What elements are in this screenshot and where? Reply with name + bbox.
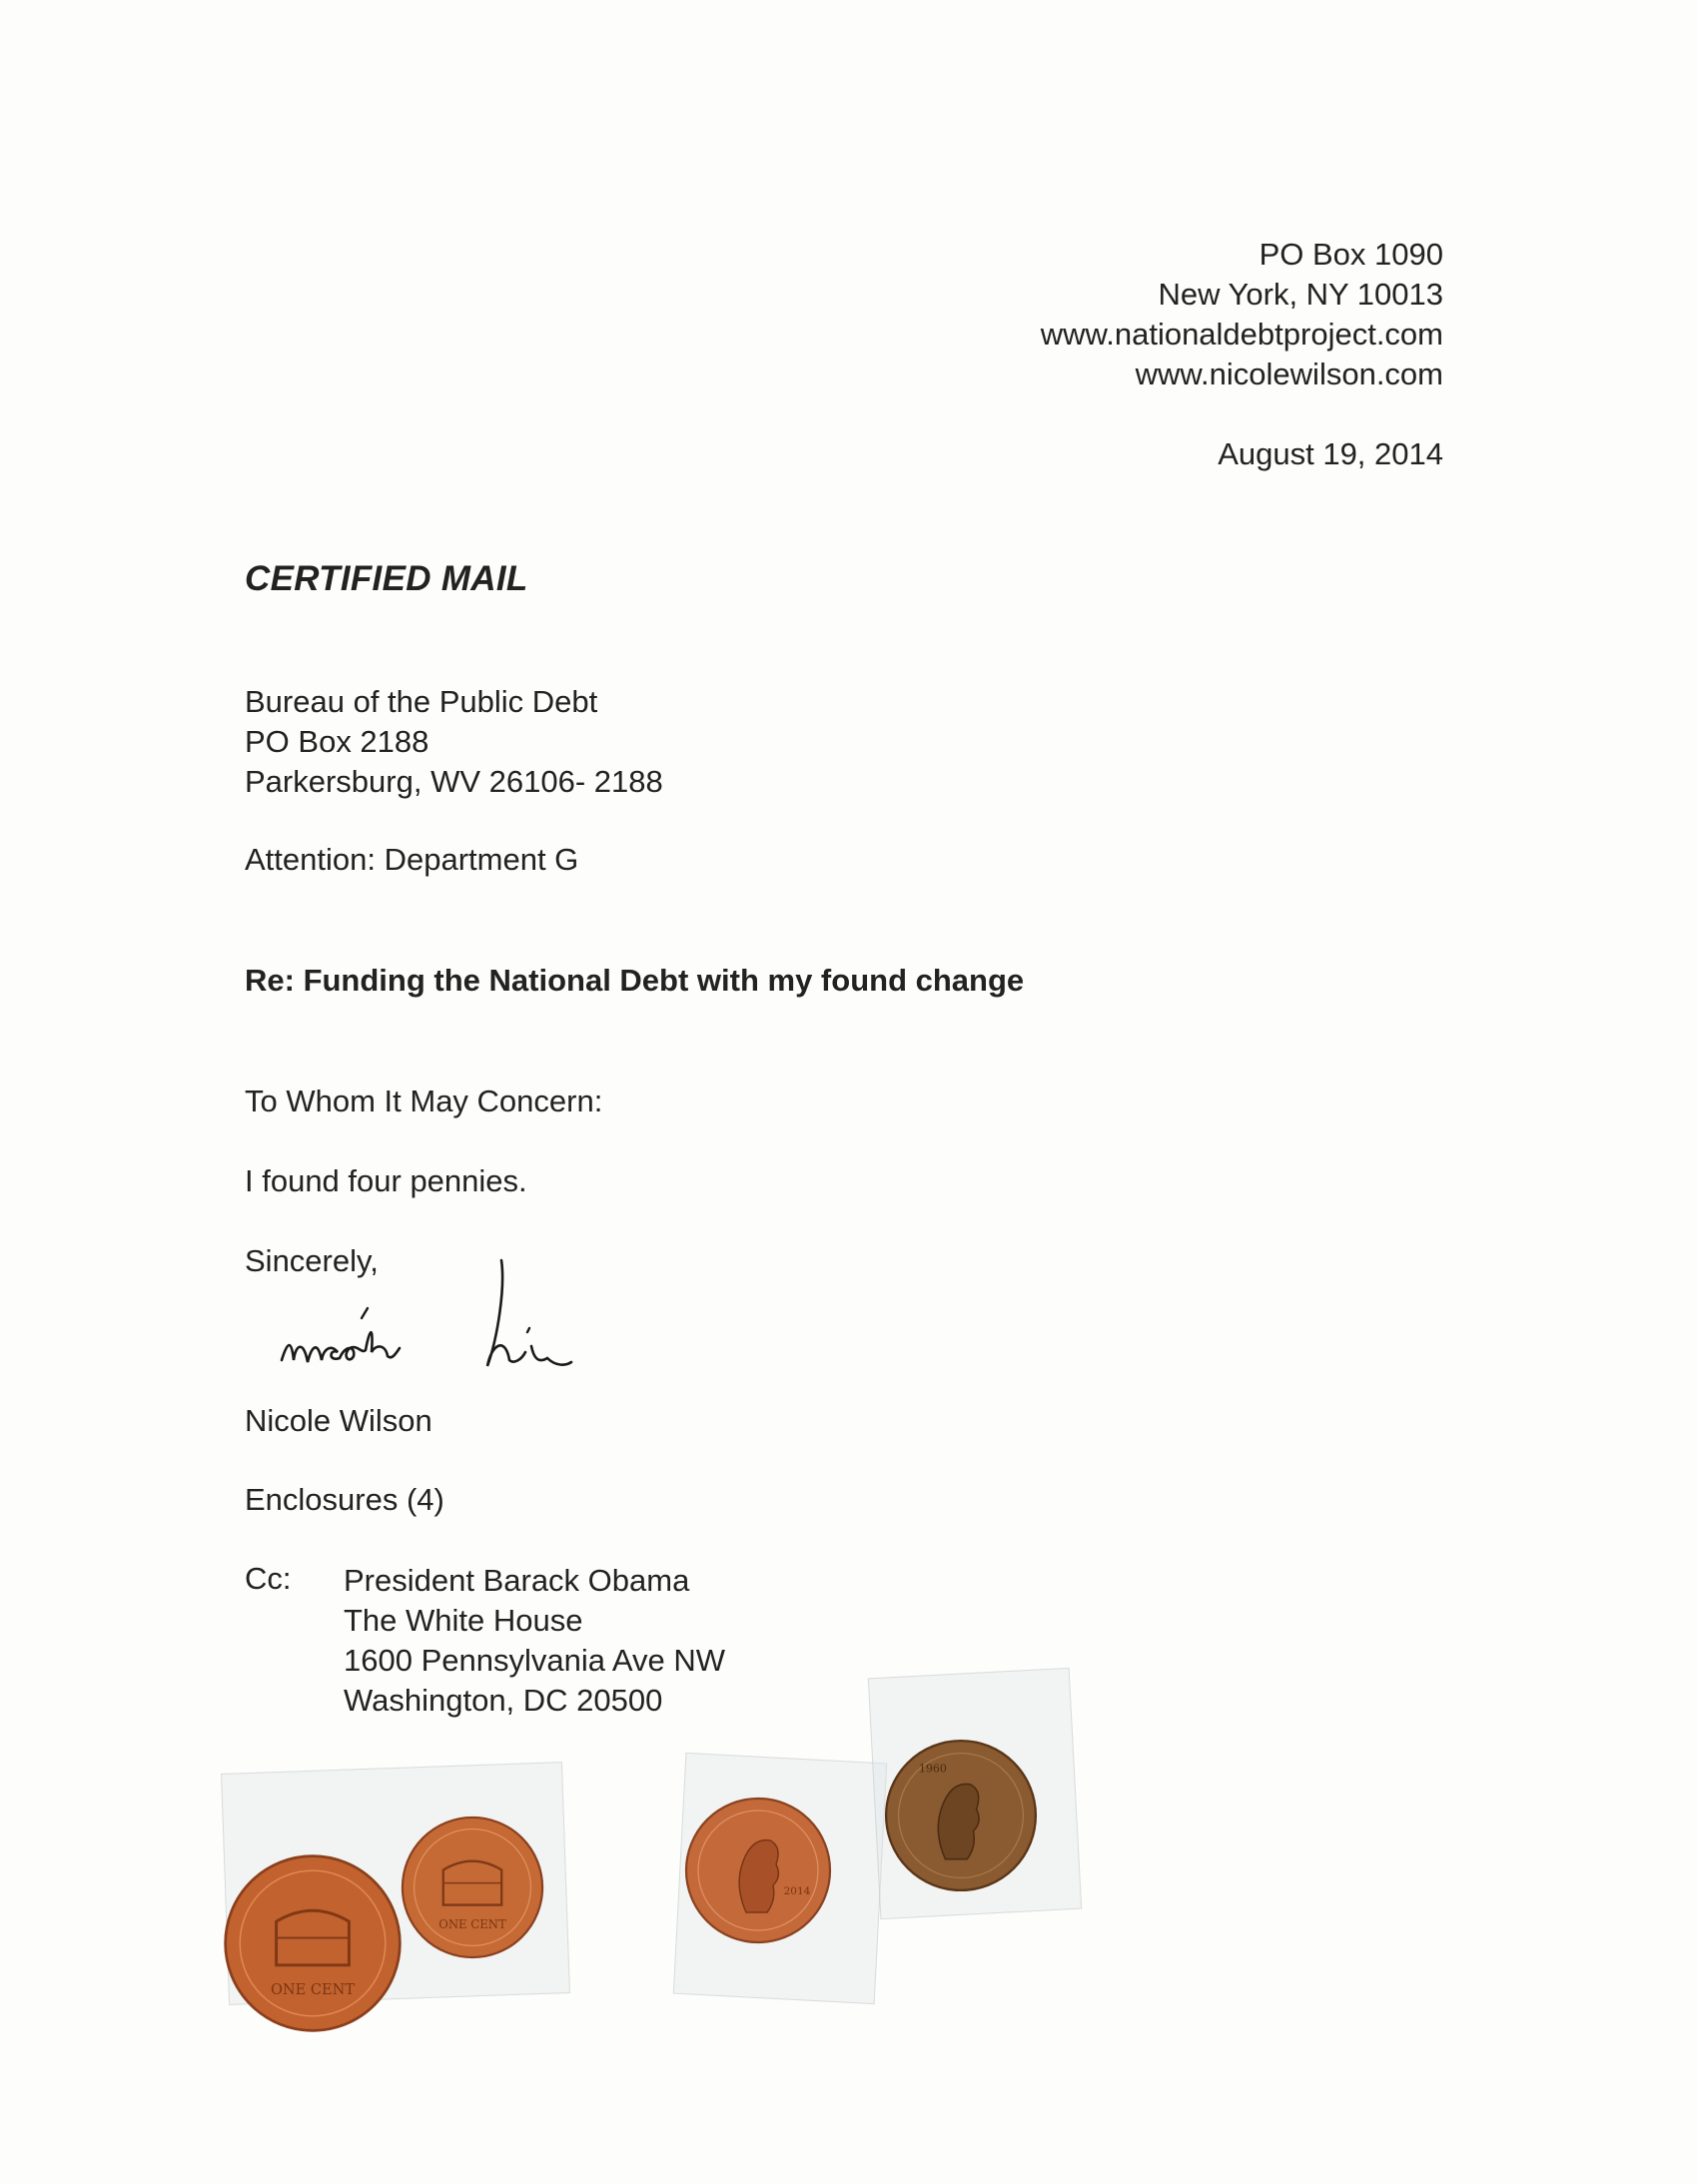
- letter-body: I found four pennies.: [245, 1163, 527, 1198]
- attention-line: Attention: Department G: [245, 842, 579, 877]
- recipient-city-line: Parkersburg, WV 26106- 2188: [245, 764, 663, 799]
- penny-obverse: [683, 1796, 833, 1945]
- letter-date: August 19, 2014: [1218, 436, 1443, 471]
- coin-year: 1960: [919, 1762, 947, 1776]
- sender-city-line: New York, NY 10013: [1158, 277, 1443, 312]
- penny-obverse-old: [883, 1738, 1039, 1893]
- recipient-po-box: PO Box 2188: [245, 724, 429, 759]
- cc-address: [344, 1561, 725, 1721]
- cc-label: Cc:: [245, 1561, 292, 1596]
- cc-line: President Barack Obama: [344, 1563, 690, 1598]
- enclosures-line: Enclosures (4): [245, 1482, 444, 1517]
- recipient-name: Bureau of the Public Debt: [245, 684, 598, 719]
- recipient-address: [245, 682, 663, 802]
- closing: Sincerely,: [245, 1243, 379, 1278]
- penny-reverse: [222, 1852, 404, 2034]
- sender-po-box: PO Box 1090: [1259, 237, 1443, 272]
- penny-reverse: [400, 1815, 545, 1960]
- cc-line: 1600 Pennsylvania Ave NW: [344, 1643, 725, 1678]
- salutation: To Whom It May Concern:: [245, 1084, 603, 1118]
- signer-name: Nicole Wilson: [245, 1403, 432, 1438]
- sender-website-2: www.nicolewilson.com: [1135, 357, 1443, 391]
- sender-address: [1041, 235, 1443, 394]
- handwritten-signature: [270, 1248, 589, 1408]
- cc-line: Washington, DC 20500: [344, 1683, 663, 1718]
- coin-year: 2014: [783, 1885, 811, 1897]
- coin-label: ONE CENT: [438, 1916, 506, 1931]
- subject-line: Re: Funding the National Debt with my found change: [245, 963, 1025, 998]
- cc-line: The White House: [344, 1603, 583, 1638]
- coin-label: ONE CENT: [270, 1980, 356, 1998]
- sender-website-1: www.nationaldebtproject.com: [1040, 317, 1443, 352]
- certified-mail-heading: CERTIFIED MAIL: [245, 559, 528, 598]
